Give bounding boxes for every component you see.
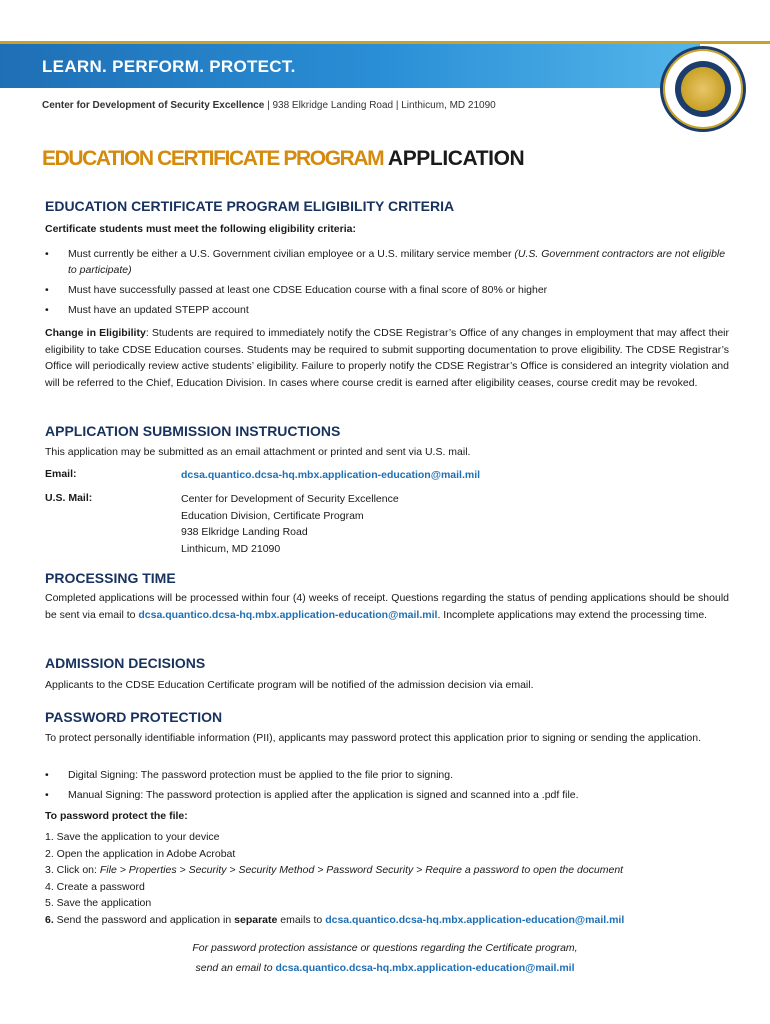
admission-text: Applicants to the CDSE Education Certificate program will be notified of the admission decision via email. bbox=[45, 679, 534, 691]
page-title-application: APPLICATION bbox=[383, 147, 525, 170]
password-heading: PASSWORD PROTECTION bbox=[45, 709, 223, 725]
mail-line-3: 938 Elkridge Landing Road bbox=[181, 526, 308, 538]
password-bullet-1-text: Digital Signing: The password protection must be applied to the file prior to signing. bbox=[68, 769, 454, 781]
eligibility-intro: Certificate students must meet the following eligibility criteria: bbox=[45, 223, 356, 235]
processing-heading: PROCESSING TIME bbox=[45, 570, 176, 586]
footer-line-2-text: send an email to bbox=[195, 962, 276, 974]
step-2: 2. Open the application in Adobe Acrobat bbox=[45, 847, 236, 860]
mail-line-1: Center for Development of Security Excellence bbox=[181, 493, 399, 505]
step-1: 1. Save the application to your device bbox=[45, 831, 220, 843]
mail-label: U.S. Mail: bbox=[45, 492, 93, 504]
eligibility-bullet-2-text: Must have successfully passed at least one CDSE Education course with a final score of 80% or higher bbox=[68, 284, 548, 296]
step-3 bbox=[45, 862, 729, 879]
eligibility-bullet-1-text: Must currently be either a U.S. Government civilian employee or a U.S. military service member bbox=[68, 248, 515, 260]
dcsa-seal-icon bbox=[660, 46, 746, 132]
bullet-dot: • bbox=[45, 304, 49, 316]
page-title bbox=[42, 147, 524, 171]
submission-email-link[interactable]: dcsa.quantico.dcsa-hq.mbx.application-education@mail.mil bbox=[181, 469, 481, 481]
bullet-dot: • bbox=[45, 284, 49, 296]
mail-line-4: Linthicum, MD 21090 bbox=[181, 542, 281, 555]
header-banner bbox=[0, 44, 770, 92]
mail-address bbox=[181, 491, 399, 557]
password-bullet-2-text: Manual Signing: The password protection is applied after the application is signed and scanned into a .pdf file. bbox=[68, 789, 579, 801]
bullet-dot: • bbox=[45, 769, 49, 781]
footer-line-1: For password protection assistance or questions regarding the Certificate program, bbox=[192, 942, 578, 954]
processing-text-2: . Incomplete applications may extend the processing time. bbox=[437, 608, 708, 621]
step-5: 5. Save the application bbox=[45, 897, 152, 909]
password-steps-label: To password protect the file: bbox=[45, 810, 188, 822]
eligibility-bullet-1-note: (U.S. Government contractors are not eligible to participate) bbox=[68, 248, 726, 276]
step-6-bold: separate bbox=[234, 913, 278, 926]
step-6 bbox=[45, 912, 729, 929]
footer-note bbox=[0, 938, 770, 978]
processing-text bbox=[45, 590, 729, 623]
password-intro: To protect personally identifiable information (PII), applicants may password protect this application prior to signing or sending the application. bbox=[45, 732, 702, 744]
step-6-num: 6. bbox=[45, 913, 54, 926]
mail-line-2: Education Division, Certificate Program bbox=[181, 509, 364, 522]
step-3-prefix: 3. Click on: bbox=[45, 864, 100, 876]
footer-line-2 bbox=[0, 958, 770, 978]
processing-email-link[interactable]: dcsa.quantico.dcsa-hq.mbx.application-education@mail.mil bbox=[138, 608, 438, 621]
step-6-text-b: emails to bbox=[277, 913, 326, 926]
submission-heading: APPLICATION SUBMISSION INSTRUCTIONS bbox=[45, 423, 341, 439]
step-4: 4. Create a password bbox=[45, 880, 145, 893]
footer-email-link[interactable]: dcsa.quantico.dcsa-hq.mbx.application-education@mail.mil bbox=[275, 962, 575, 974]
org-line bbox=[42, 100, 496, 111]
org-address: | 938 Elkridge Landing Road | Linthicum, MD 21090 bbox=[264, 100, 496, 111]
admission-heading: ADMISSION DECISIONS bbox=[45, 655, 206, 671]
change-in-eligibility-label: Change in Eligibility bbox=[45, 327, 146, 339]
eligibility-bullet-3-text: Must have an updated STEPP account bbox=[68, 304, 249, 316]
eligibility-heading: EDUCATION CERTIFICATE PROGRAM ELIGIBILITY CRITERIA bbox=[45, 198, 455, 214]
step-6-email-link[interactable]: dcsa.quantico.dcsa-hq.mbx.application-education@mail.mil bbox=[325, 913, 625, 926]
email-label: Email: bbox=[45, 468, 77, 480]
step-6-text-a: Send the password and application in bbox=[53, 913, 235, 926]
bullet-dot: • bbox=[45, 248, 49, 260]
step-3-path: File > Properties > Security > Security Method > Password Security > Require a password to open the document bbox=[99, 864, 624, 876]
submission-intro: This application may be submitted as an email attachment or printed and sent via U.S. mail. bbox=[45, 446, 471, 458]
bullet-dot: • bbox=[45, 789, 49, 801]
change-in-eligibility bbox=[45, 325, 729, 391]
change-in-eligibility-text: : Students are required to immediately notify the CDSE Registrar’s Office of any changes in employment that may affect their eligibility to take CDSE Education courses. Students may be required to submit supporting documentation to prove eligibility. The CDSE Registrar’s Office will periodically review active students’ eligibility. Failure to properly notify the CDSE Registrar’s Office is considered an integrity violation and will be referred to the Chief, Education Division. In cases where course credit is earned after eligibility ceases, course credit may be revoked. bbox=[45, 327, 729, 389]
page-title-program: EDUCATION CERTIFICATE PROGRAM bbox=[42, 147, 384, 170]
password-steps bbox=[45, 829, 729, 928]
processing-text-1: Completed applications will be processed within four (4) weeks of receipt. Questions regarding the status of pending applications should be should be sent via email to bbox=[45, 592, 729, 621]
banner-tagline: LEARN. PERFORM. PROTECT. bbox=[42, 57, 296, 76]
org-name: Center for Development of Security Excellence bbox=[42, 100, 265, 111]
